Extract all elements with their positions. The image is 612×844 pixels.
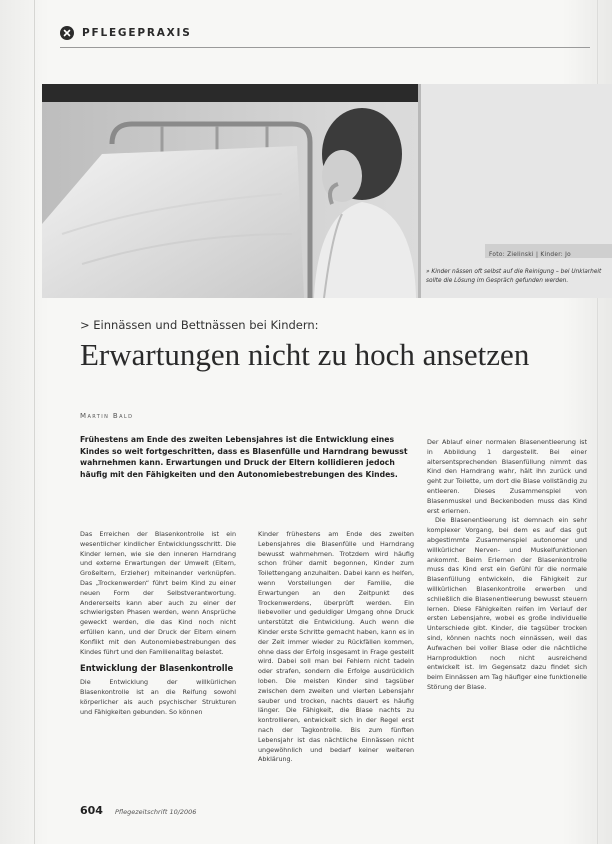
photo-credit: Foto: Zielinski | Kinder: Jo	[489, 252, 572, 258]
article-author: Martin Bald	[80, 412, 134, 420]
article-lead: Frühestens am Ende des zweiten Lebensjahres ist die Entwicklung eines Kindes so weit fortgeschritten, dass es Blasenfülle und Harndrang bewusst wahrnehmen kann. Erwartungen und Druck der Eltern kollidieren jedoch häufig mit den Fähigkeiten und den Autonomiebestrebungen des Kindes.	[80, 435, 408, 479]
section-label: PFLEGEPRAXIS	[82, 27, 192, 39]
header-divider	[60, 47, 590, 48]
body-paragraph: Die Entwicklung der willkürlichen Blasenkontrolle ist an die Reifung sowohl körperlicher als auch psychischer Strukturen und Fähigkeiten gebunden. So können	[80, 678, 236, 716]
body-paragraph: Der Ablauf einer normalen Blasenentleerung ist in Abbildung 1 dargestellt. Bei einer altersentsprechenden Blasenfüllung nimmt das Kind den Harndrang wahr, hält ihn zurück und geht zur Toilette, um dort die Blase vollständig zu entleeren. Dieses Zusammenspiel von Blasenmuskel und Beckenboden muss das Kind erst erlernen.	[427, 438, 587, 515]
body-column-2	[258, 530, 414, 765]
article-photo	[42, 84, 612, 298]
close-circle-icon	[60, 26, 74, 40]
journal-name: Pflegezeitschrift 10/2006	[114, 808, 197, 816]
body-paragraph: Kinder frühestens am Ende des zweiten Lebensjahres die Blasenfülle und Harndrang bewusst wahrnehmen. Trotzdem wird häufig schon früher damit begonnen, Kinder zum Toilettengang anzuhalten. Dabei kann es helfen, wenn Vorstellungen der Familie, die Erwartungen an den Zeitpunkt des Trockenwerdens, überprüft werden. Ein liebevoller und geduldiger Umgang ohne Druck unterstützt die Entwicklung. Auch wenn die Kinder erste Schritte gemacht haben, kann es in der Zeit immer wieder zu Rückfällen kommen, ohne dass der Erfolg insgesamt in Frage gestellt wird. Dabei soll man bei Fehlern nicht tadeln oder strafen, sondern die Erfolge ausdrücklich loben. Die meisten Kinder sind tagsüber zwischen dem zweiten und vierten Lebensjahr sauber und trocken, nachts dauert es häufig länger. Die Fähigkeit, die Blase nachts zu kontrollieren, entwickelt sich in der Regel erst nach der Tagkontrolle. Bis zum fünften Lebensjahr ist das nächtliche Einnässen nicht ungewöhnlich und bedarf keiner weiteren Abklärung.	[258, 530, 414, 764]
subheading: Entwicklung der Blasenkontrolle	[80, 663, 234, 674]
page-edge-left	[34, 0, 35, 844]
article-kicker: > Einnässen und Bettnässen bei Kindern:	[80, 318, 319, 332]
article-title: Erwartungen nicht zu hoch ansetzen	[80, 337, 530, 372]
photo-illustration	[42, 84, 612, 298]
page-footer	[80, 804, 196, 817]
close-glyph-icon	[63, 29, 71, 37]
page-number: 604	[80, 804, 103, 817]
photo-caption: » Kinder nässen oft selbst auf die Reinigung – bei Unklarheit sollte die Lösung im Gespräch gefunden werden.	[426, 269, 602, 284]
body-column-3	[427, 438, 587, 693]
body-paragraph: Das Erreichen der Blasenkontrolle ist ein wesentlicher kindlicher Entwicklungsschritt. Die Kinder lernen, wie sie den inneren Harndrang und externe Erwartungen der Umwelt (Eltern, Großeltern, Erzieher) miteinander verknüpfen. Das „Trockenwerden“ führt beim Kind zu einer neuen Form der Selbstverantwortung. Andererseits kann aber auch zu einer der schwierigsten Phasen werden, wenn Ansprüche geweckt werden, die das Kind noch nicht erfüllen kann, und der Druck der Eltern einem Konflikt mit den Autonomiebestrebungen des Kindes führt und den Familienalltag belastet.	[80, 530, 236, 656]
section-header	[60, 26, 192, 40]
body-column-1	[80, 530, 236, 718]
body-paragraph: Die Blasenentleerung ist demnach ein sehr komplexer Vorgang, bei dem es auf das gut abgestimmte Zusammenspiel autonomer und willkürlicher Nerven- und Muskelfunktionen ankommt. Beim Erlernen der Blasenkontrolle muss das Kind erst ein Gefühl für die normale Blasenfüllung entwickeln, die Fähigkeit zur willkürlichen Blasenkontrolle erwerben und schließlich die Blasenentleerung bewusst steuern lernen. Diese Fähigkeiten reifen im Verlauf der ersten Lebensjahre, wobei es große individuelle Unterschiede gibt. Kinder, die tagsüber trocken sind, können nachts noch einnässen, weil das Aufwachen bei voller Blase oder die nächtliche Harnproduktion noch nicht ausreichend entwickelt ist. Im Gegensatz dazu findet sich beim Einnässen am Tag häufiger eine funktionelle Störung der Blase.	[427, 516, 587, 691]
